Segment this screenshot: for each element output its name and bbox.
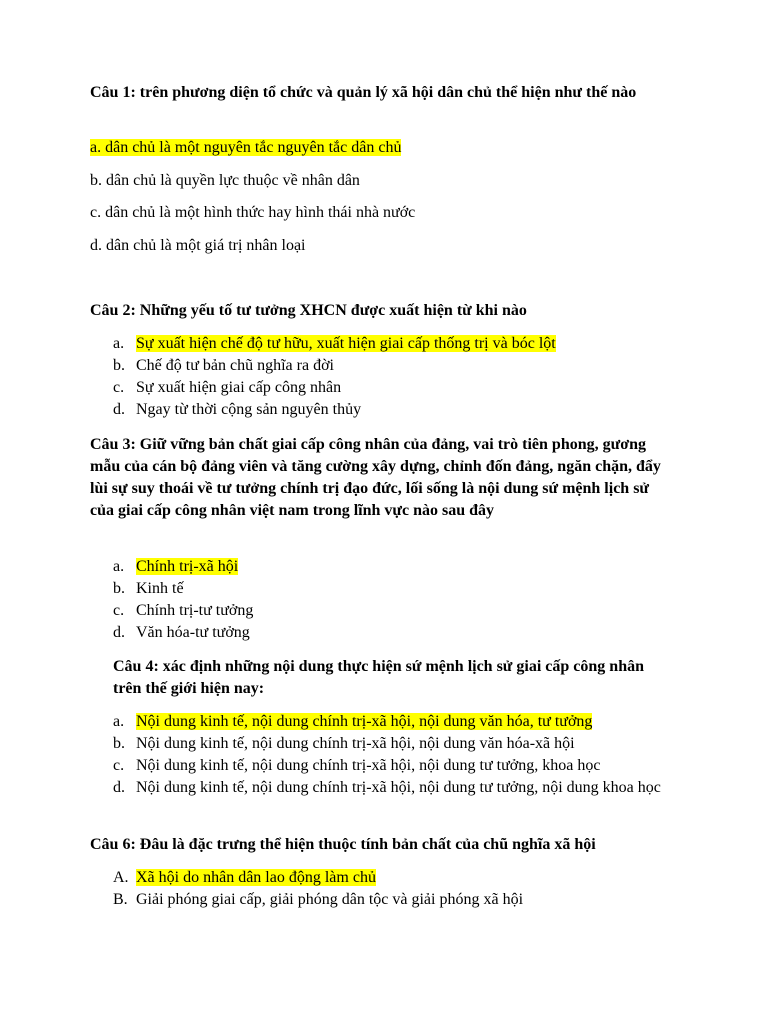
question-3-options <box>113 556 673 644</box>
question-3-option-b: b. Kinh tế <box>113 580 184 597</box>
question-4-options <box>113 711 668 799</box>
question-6-option-b: B. Giải phóng giai cấp, giải phóng dân tộc và giải phóng xã hội <box>113 891 524 908</box>
question-2-option-a: a. Sự xuất hiện chế độ tư hữu, xuất hiện giai cấp thống trị và bóc lột <box>113 335 556 352</box>
question-4-option-a: a. Nội dung kinh tế, nội dung chính trị-xã hội, nội dung văn hóa, tư tưởng <box>113 713 593 730</box>
question-2-option-c: c. Sự xuất hiện giai cấp công nhân <box>113 379 342 396</box>
question-2-options <box>113 333 673 421</box>
question-6-options <box>113 867 673 911</box>
question-3-option-d: d. Văn hóa-tư tưởng <box>113 624 250 641</box>
question-3-option-c: c. Chính trị-tư tưởng <box>113 602 254 619</box>
question-2-option-d: d. Ngay từ thời cộng sản nguyên thủy <box>113 401 362 418</box>
question-3-option-a: a. Chính trị-xã hội <box>113 558 239 575</box>
question-4-option-c: c. Nội dung kinh tế, nội dung chính trị-xã hội, nội dung tư tưởng, khoa học <box>113 757 601 774</box>
question-6-option-a: A. Xã hội do nhân dân lao động làm chủ <box>113 869 376 886</box>
question-1-title: Câu 1: trên phương diện tổ chức và quản lý xã hội dân chủ thể hiện như thế nào <box>90 84 637 101</box>
question-4-title: Câu 4: xác định những nội dung thực hiện sứ mệnh lịch sử giai cấp công nhân trên thế giới hiện nay: <box>113 658 644 697</box>
question-1-option-d: d. dân chủ là một giá trị nhân loại <box>90 237 306 254</box>
answer-highlight: Nội dung kinh tế, nội dung chính trị-xã hội, nội dung văn hóa, tư tưởng <box>136 713 593 730</box>
answer-highlight: Xã hội do nhân dân lao động làm chủ <box>136 869 376 886</box>
question-1-option-b: b. dân chủ là quyền lực thuộc về nhân dân <box>90 172 360 189</box>
answer-highlight: Sự xuất hiện chế độ tư hữu, xuất hiện giai cấp thống trị và bóc lột <box>136 335 556 352</box>
question-6-title: Câu 6: Đâu là đặc trưng thể hiện thuộc tính bản chất của chũ nghĩa xã hội <box>90 836 596 853</box>
answer-highlight: Chính trị-xã hội <box>136 558 239 575</box>
question-4-option-b: b. Nội dung kinh tế, nội dung chính trị-xã hội, nội dung văn hóa-xã hội <box>113 735 575 752</box>
question-4-option-d: d. Nội dung kinh tế, nội dung chính trị-xã hội, nội dung tư tưởng, nội dung khoa học <box>113 779 661 796</box>
question-1-option-c: c. dân chủ là một hình thức hay hình thái nhà nước <box>90 204 416 221</box>
question-1-option-a <box>90 137 401 159</box>
question-2-title: Câu 2: Những yếu tố tư tưởng XHCN được xuất hiện từ khi nào <box>90 302 527 319</box>
answer-highlight: a. dân chủ là một nguyên tắc nguyên tắc dân chủ <box>90 139 402 156</box>
question-2-option-b: b. Chế độ tư bản chũ nghĩa ra đời <box>113 357 334 374</box>
question-3-title: Câu 3: Giữ vững bản chất giai cấp công nhân của đảng, vai trò tiên phong, gương mẫu của cán bộ đảng viên và tăng cường xây dựng, chỉnh đốn đảng, ngăn chặn, đẩy lùi sự suy thoái về tư tưởng chính trị đạo đức, lối sống là nội dung sứ mệnh lịch sử của giai cấp công nhân việt nam trong lĩnh vực nào sau đây <box>90 436 661 519</box>
